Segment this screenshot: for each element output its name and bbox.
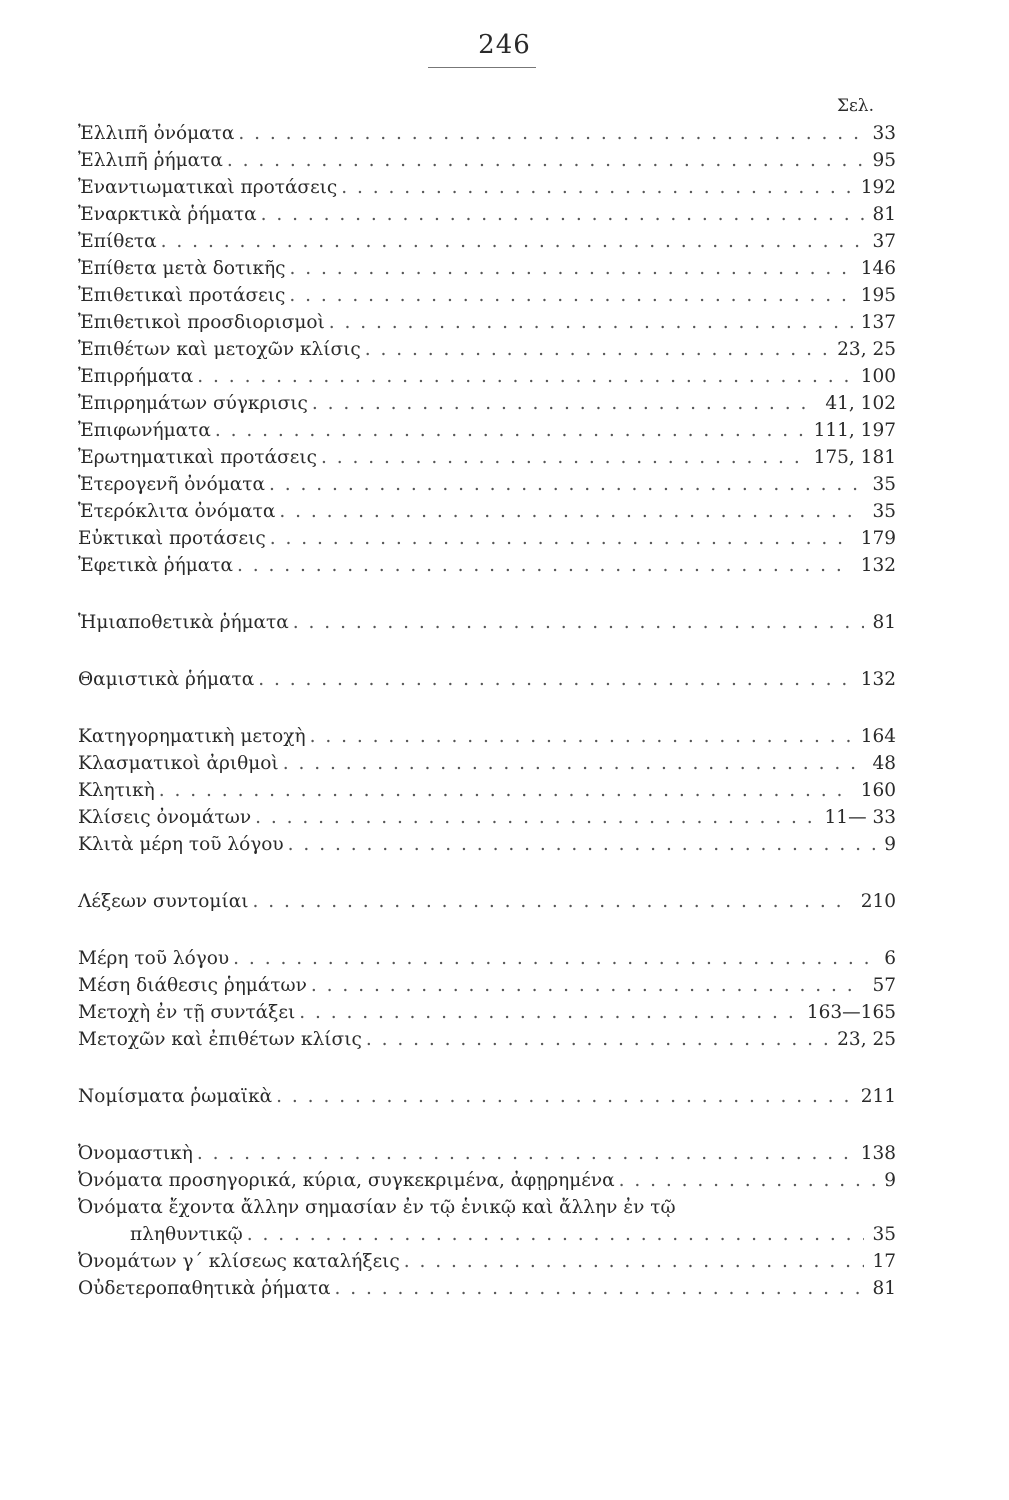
entry-term: Ἐπίθετα μετὰ δοτικῆς [78, 258, 286, 279]
entry-term: Ὀνόματα προσηγορικά, κύρια, συγκεκριμένα, ἀφῃρημένα [78, 1170, 615, 1191]
dot-leader [404, 1248, 865, 1275]
entry-pages: 100 [860, 366, 896, 387]
entry-pages: 23, 25 [837, 339, 896, 360]
entry-pages: 33 [872, 123, 896, 144]
entry-pages: 211 [860, 1086, 896, 1107]
entry-pages: 35 [872, 1224, 896, 1245]
entry-term: Οὐδετεροπαθητικὰ ῥήματα [78, 1278, 331, 1299]
entry-pages: 57 [872, 975, 896, 996]
index-entry [78, 309, 896, 336]
index-entry [78, 255, 896, 282]
dot-leader [288, 831, 877, 858]
entry-term: Μετοχῶν καὶ ἐπιθέτων κλίσις [78, 1029, 362, 1050]
page-number-rule [428, 67, 536, 68]
index-entry [78, 201, 896, 228]
entry-term: Κλασματικοὶ ἀριθμοὶ [78, 753, 279, 774]
entry-term: Νομίσματα ῥωμαϊκὰ [78, 1086, 273, 1107]
dot-leader [197, 1140, 853, 1167]
index-entry [78, 147, 896, 174]
dot-leader [255, 804, 816, 831]
index-entry [78, 525, 896, 552]
entry-term: Ἐπιρρήματα [78, 366, 194, 387]
index-entry [78, 723, 896, 750]
index-entry [78, 498, 896, 525]
entry-pages: 132 [860, 669, 896, 690]
entry-term: Ἑτερογενῆ ὀνόματα [78, 474, 266, 495]
entry-pages: 6 [884, 948, 896, 969]
index-entry [78, 1167, 896, 1194]
dot-leader [159, 777, 853, 804]
dot-leader [289, 282, 852, 309]
entry-pages: 48 [872, 753, 896, 774]
entry-term: Ἐρωτηματικαὶ προτάσεις [78, 447, 317, 468]
dot-leader [293, 609, 865, 636]
index-entry [78, 888, 896, 915]
entry-term: Ἐναρκτικὰ ῥήματα [78, 204, 257, 225]
entry-term: Ἐλλιπῆ ὀνόματα [78, 123, 235, 144]
index-entry [78, 777, 896, 804]
entry-term: Μέση διάθεσις ῥημάτων [78, 975, 307, 996]
dot-leader [258, 666, 852, 693]
index-entry [78, 174, 896, 201]
index-list [78, 120, 896, 1332]
index-entry [78, 804, 896, 831]
index-entry [78, 1140, 896, 1167]
entry-pages: 210 [860, 891, 896, 912]
entry-term: Ἐπιθετικοὶ προσδιορισμοὶ [78, 312, 325, 333]
entry-pages: 192 [860, 177, 896, 198]
entry-pages: 163—165 [806, 1002, 896, 1023]
entry-term: Μέρη τοῦ λόγου [78, 948, 230, 969]
entry-term: Μετοχὴ ἐν τῇ συντάξει [78, 1002, 296, 1023]
dot-leader [321, 444, 806, 471]
dot-leader [238, 120, 864, 147]
entry-pages: 137 [860, 312, 896, 333]
entry-term: Ἐπιφωνήματα [78, 420, 211, 441]
dot-leader [261, 201, 865, 228]
dot-leader [329, 309, 853, 336]
entry-term: Ἐπιθετικαὶ προτάσεις [78, 285, 286, 306]
entry-term: Ἐλλιπῆ ῥήματα [78, 150, 223, 171]
dot-leader [276, 1083, 853, 1110]
entry-term: Εὐκτικαὶ προτάσεις [78, 528, 266, 549]
entry-term: Κλιτὰ μέρη τοῦ λόγου [78, 834, 284, 855]
index-entry [78, 444, 896, 471]
dot-leader [311, 972, 865, 999]
entry-pages: 17 [872, 1251, 896, 1272]
entry-term: Κλητικὴ [78, 780, 155, 801]
entry-term: Λέξεων συντομίαι [78, 891, 249, 912]
index-entry [78, 1026, 896, 1053]
dot-leader [290, 255, 853, 282]
entry-pages: 111, 197 [813, 420, 896, 441]
dot-leader [227, 147, 865, 174]
dot-leader [197, 363, 852, 390]
entry-term: Ἑτερόκλιτα ὀνόματα [78, 501, 276, 522]
entry-term: Ἐπιθέτων καὶ μετοχῶν κλίσις [78, 339, 361, 360]
dot-leader [247, 1221, 865, 1248]
index-entry [78, 666, 896, 693]
entry-term: πληθυντικῷ [130, 1224, 243, 1245]
entry-pages: 41, 102 [825, 393, 896, 414]
entry-pages: 9 [884, 834, 896, 855]
entry-pages: 23, 25 [837, 1029, 896, 1050]
dot-leader [237, 552, 853, 579]
entry-pages: 37 [872, 231, 896, 252]
dot-leader [310, 723, 853, 750]
dot-leader [341, 174, 852, 201]
entry-term: Ἐπίθετα [78, 231, 157, 252]
index-entry [78, 831, 896, 858]
entry-term: Ὀνομαστικὴ [78, 1143, 193, 1164]
index-group-nu [78, 1083, 896, 1110]
entry-pages: 11— 33 [824, 807, 896, 828]
index-group-theta [78, 666, 896, 693]
index-entry [78, 1275, 896, 1302]
entry-pages: 146 [860, 258, 896, 279]
index-group-lambda [78, 888, 896, 915]
pages-column-header: Σελ. [836, 96, 874, 116]
entry-term: Κατηγορηματικὴ μετοχὴ [78, 726, 306, 747]
entry-pages: 179 [860, 528, 896, 549]
entry-term: Ἡμιαποθετικὰ ῥήματα [78, 612, 289, 633]
entry-term: Ἐφετικὰ ῥήματα [78, 555, 233, 576]
dot-leader [312, 390, 818, 417]
index-entry-wrapped-line2 [78, 1221, 896, 1248]
index-entry [78, 282, 896, 309]
entry-pages: 9 [884, 1170, 896, 1191]
index-entry [78, 1083, 896, 1110]
index-entry-wrapped-line1: Ὀνόματα ἔχοντα ἄλλην σημασίαν ἐν τῷ ἑνικῷ καὶ ἄλλην ἐν τῷ [78, 1197, 676, 1218]
index-group-epsilon [78, 120, 896, 579]
dot-leader [252, 888, 852, 915]
entry-term: Ἐναντιωματικαὶ προτάσεις [78, 177, 338, 198]
index-entry [78, 945, 896, 972]
index-entry [78, 552, 896, 579]
entry-pages: 81 [872, 612, 896, 633]
dot-leader [334, 1275, 864, 1302]
dot-leader [279, 498, 864, 525]
index-entry [78, 972, 896, 999]
entry-pages: 195 [860, 285, 896, 306]
entry-pages: 164 [860, 726, 896, 747]
entry-term: Θαμιστικὰ ῥήματα [78, 669, 255, 690]
entry-pages: 160 [860, 780, 896, 801]
index-group-eta [78, 609, 896, 636]
entry-pages: 138 [860, 1143, 896, 1164]
index-entry [78, 750, 896, 777]
dot-leader [233, 945, 876, 972]
index-group-mu [78, 945, 896, 1053]
index-entry [78, 471, 896, 498]
dot-leader [215, 417, 806, 444]
dot-leader [161, 228, 865, 255]
index-group-kappa [78, 723, 896, 858]
dot-leader [270, 525, 853, 552]
entry-term: Ἐπιρρημάτων σύγκρισις [78, 393, 308, 414]
page-number: 246 [478, 30, 531, 60]
index-entry [78, 363, 896, 390]
index-entry [78, 999, 896, 1026]
entry-term: Ὀνομάτων γ΄ κλίσεως καταλήξεις [78, 1251, 400, 1272]
index-entry [78, 336, 896, 363]
entry-pages: 35 [872, 501, 896, 522]
entry-pages: 132 [860, 555, 896, 576]
dot-leader [366, 1026, 829, 1053]
dot-leader [299, 999, 799, 1026]
index-entry [78, 120, 896, 147]
entry-pages: 175, 181 [813, 447, 896, 468]
dot-leader [283, 750, 865, 777]
entry-pages: 35 [872, 474, 896, 495]
entry-pages: 81 [872, 204, 896, 225]
entry-term: Κλίσεις ὀνομάτων [78, 807, 252, 828]
index-group-omicron [78, 1140, 896, 1302]
index-entry [78, 1248, 896, 1275]
dot-leader [619, 1167, 877, 1194]
entry-pages: 95 [872, 150, 896, 171]
dot-leader [365, 336, 829, 363]
dot-leader [269, 471, 864, 498]
index-entry [78, 390, 896, 417]
index-entry [78, 228, 896, 255]
index-entry [78, 609, 896, 636]
entry-pages: 81 [872, 1278, 896, 1299]
index-entry [78, 417, 896, 444]
